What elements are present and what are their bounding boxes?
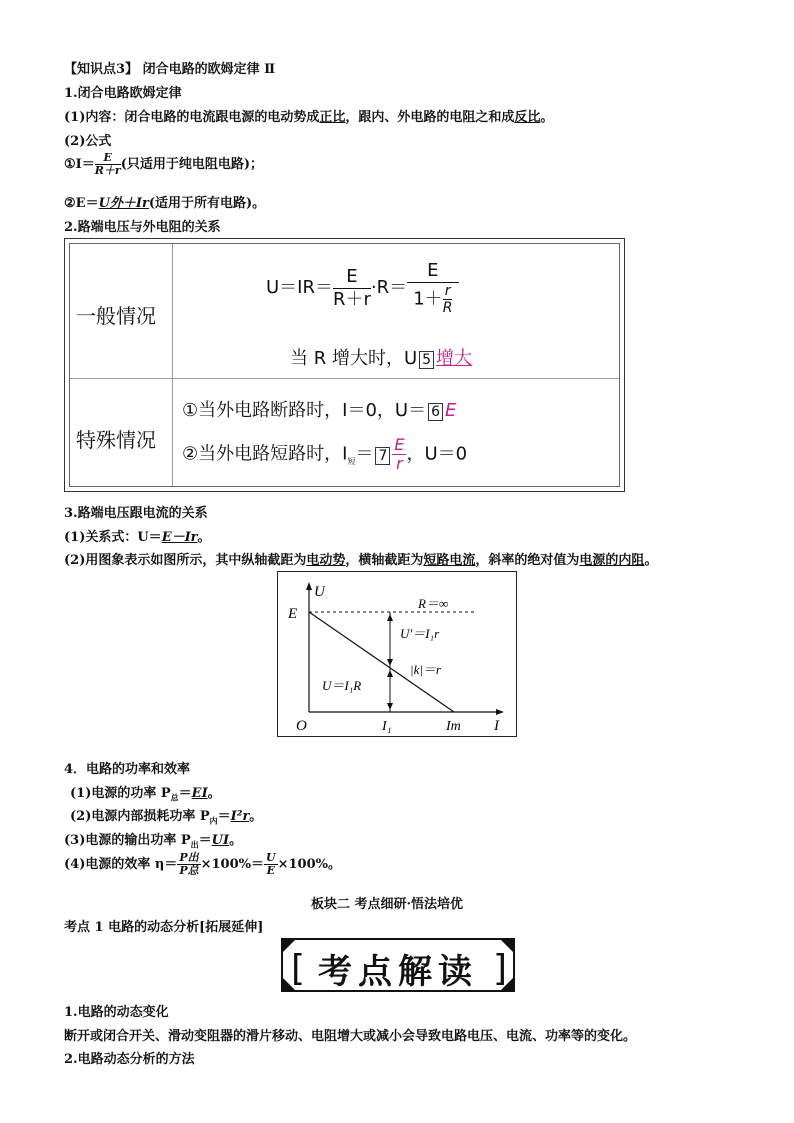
e-label: E bbox=[288, 606, 298, 622]
section-title: 【知识点3】 闭合电路的欧姆定律 Ⅱ bbox=[64, 62, 276, 77]
x-axis-label: I bbox=[494, 718, 499, 734]
i1-label: I₁ bbox=[382, 719, 392, 734]
row1-label: 一般情况 bbox=[76, 304, 156, 328]
u-prime-label: U′＝I₁r bbox=[400, 626, 440, 641]
voltage-resistance-table bbox=[64, 238, 625, 492]
s3-line2: (2)用图象表示如图所示，其中纵轴截距为电动势，横轴截距为短路电流，斜率的绝对值为电源的内阻。 bbox=[64, 553, 658, 568]
row2-line2: ②当外电路短路时，$I_短= 7$ $\frac{E}{r}$ ，U＝0 bbox=[182, 435, 468, 473]
s4-heading: 4．电路的功率和效率 bbox=[64, 762, 191, 777]
svg-text:]: ] bbox=[493, 948, 508, 989]
s1-formula-label: (2)公式 bbox=[64, 134, 112, 149]
y-axis-label: U bbox=[314, 584, 325, 600]
s2-heading: 2.路端电压与外电阻的关系 bbox=[64, 220, 221, 235]
kaodian-banner bbox=[281, 938, 515, 992]
svg-text:[: [ bbox=[291, 948, 306, 989]
row1-equation: U＝IR＝ $\frac{E}{R+r}$ ·R＝ E 1＋ $\frac{r}{R}$ bbox=[266, 260, 459, 316]
banner-text: 考点解读 bbox=[318, 952, 478, 992]
r-infinity-label: R＝∞ bbox=[418, 596, 449, 611]
s4-p4: (4)电源的效率 η＝ $\frac{\text{P出}}{\text{P总}}$ ×100%＝ $\frac{U}{E}$ ×100%。 bbox=[64, 851, 341, 877]
y-axis-arrow bbox=[306, 582, 312, 590]
s1-formula-2: ②E＝U外＋Ir(适用于所有电路)。 bbox=[64, 196, 266, 211]
s1-content: (1)内容：闭合电路的电流跟电源的电动势成正比，跟内、外电路的电阻之和成反比。 bbox=[64, 110, 554, 125]
s5-heading: 1.电路的动态变化 bbox=[64, 1005, 169, 1020]
u-i-graph bbox=[277, 571, 517, 737]
row2-label: 特殊情况 bbox=[76, 428, 156, 452]
row1-line2: 当 R 增大时，U 5 增大 bbox=[290, 348, 473, 369]
u-i-graph-svg bbox=[278, 572, 516, 736]
s5-content: 断开或闭合开关、滑动变阻器的滑片移动、电阻增大或减小会导致电路电压、电流、功率等的变化。 bbox=[64, 1029, 637, 1044]
s4-p2: (2)电源内部损耗功率 $P_内=I^2r$。 bbox=[70, 809, 263, 826]
kaodian-title: 考点 1 电路的动态分析[拓展延伸] bbox=[64, 920, 264, 935]
s3-heading: 3.路端电压跟电流的关系 bbox=[64, 506, 208, 521]
row2-line1: ①当外电路断路时，I＝0，U＝ 6 E bbox=[182, 400, 457, 421]
slope-label: |k|＝r bbox=[410, 662, 441, 677]
x-axis-arrow bbox=[496, 709, 504, 715]
im-label: Im bbox=[446, 719, 461, 734]
s4-p3: (3)电源的输出功率 $P_出=UI$。 bbox=[64, 833, 243, 850]
s3-line1: (1)关系式：U＝E－Ir。 bbox=[64, 530, 211, 545]
s1-formula-1: ①I＝ $\frac{E}{R+r}$ (只适用于纯电阻电路)； bbox=[64, 151, 263, 177]
u-label: U＝I₁R bbox=[322, 678, 362, 693]
s5-heading2: 2.电路动态分析的方法 bbox=[64, 1052, 195, 1067]
s1-heading: 1.闭合电路欧姆定律 bbox=[64, 86, 182, 101]
origin-label: O bbox=[296, 718, 307, 734]
block-title: 板块二 考点细研·悟法培优 bbox=[311, 897, 464, 912]
s4-p1: (1)电源的功率 $P_总=EI$。 bbox=[70, 786, 221, 803]
